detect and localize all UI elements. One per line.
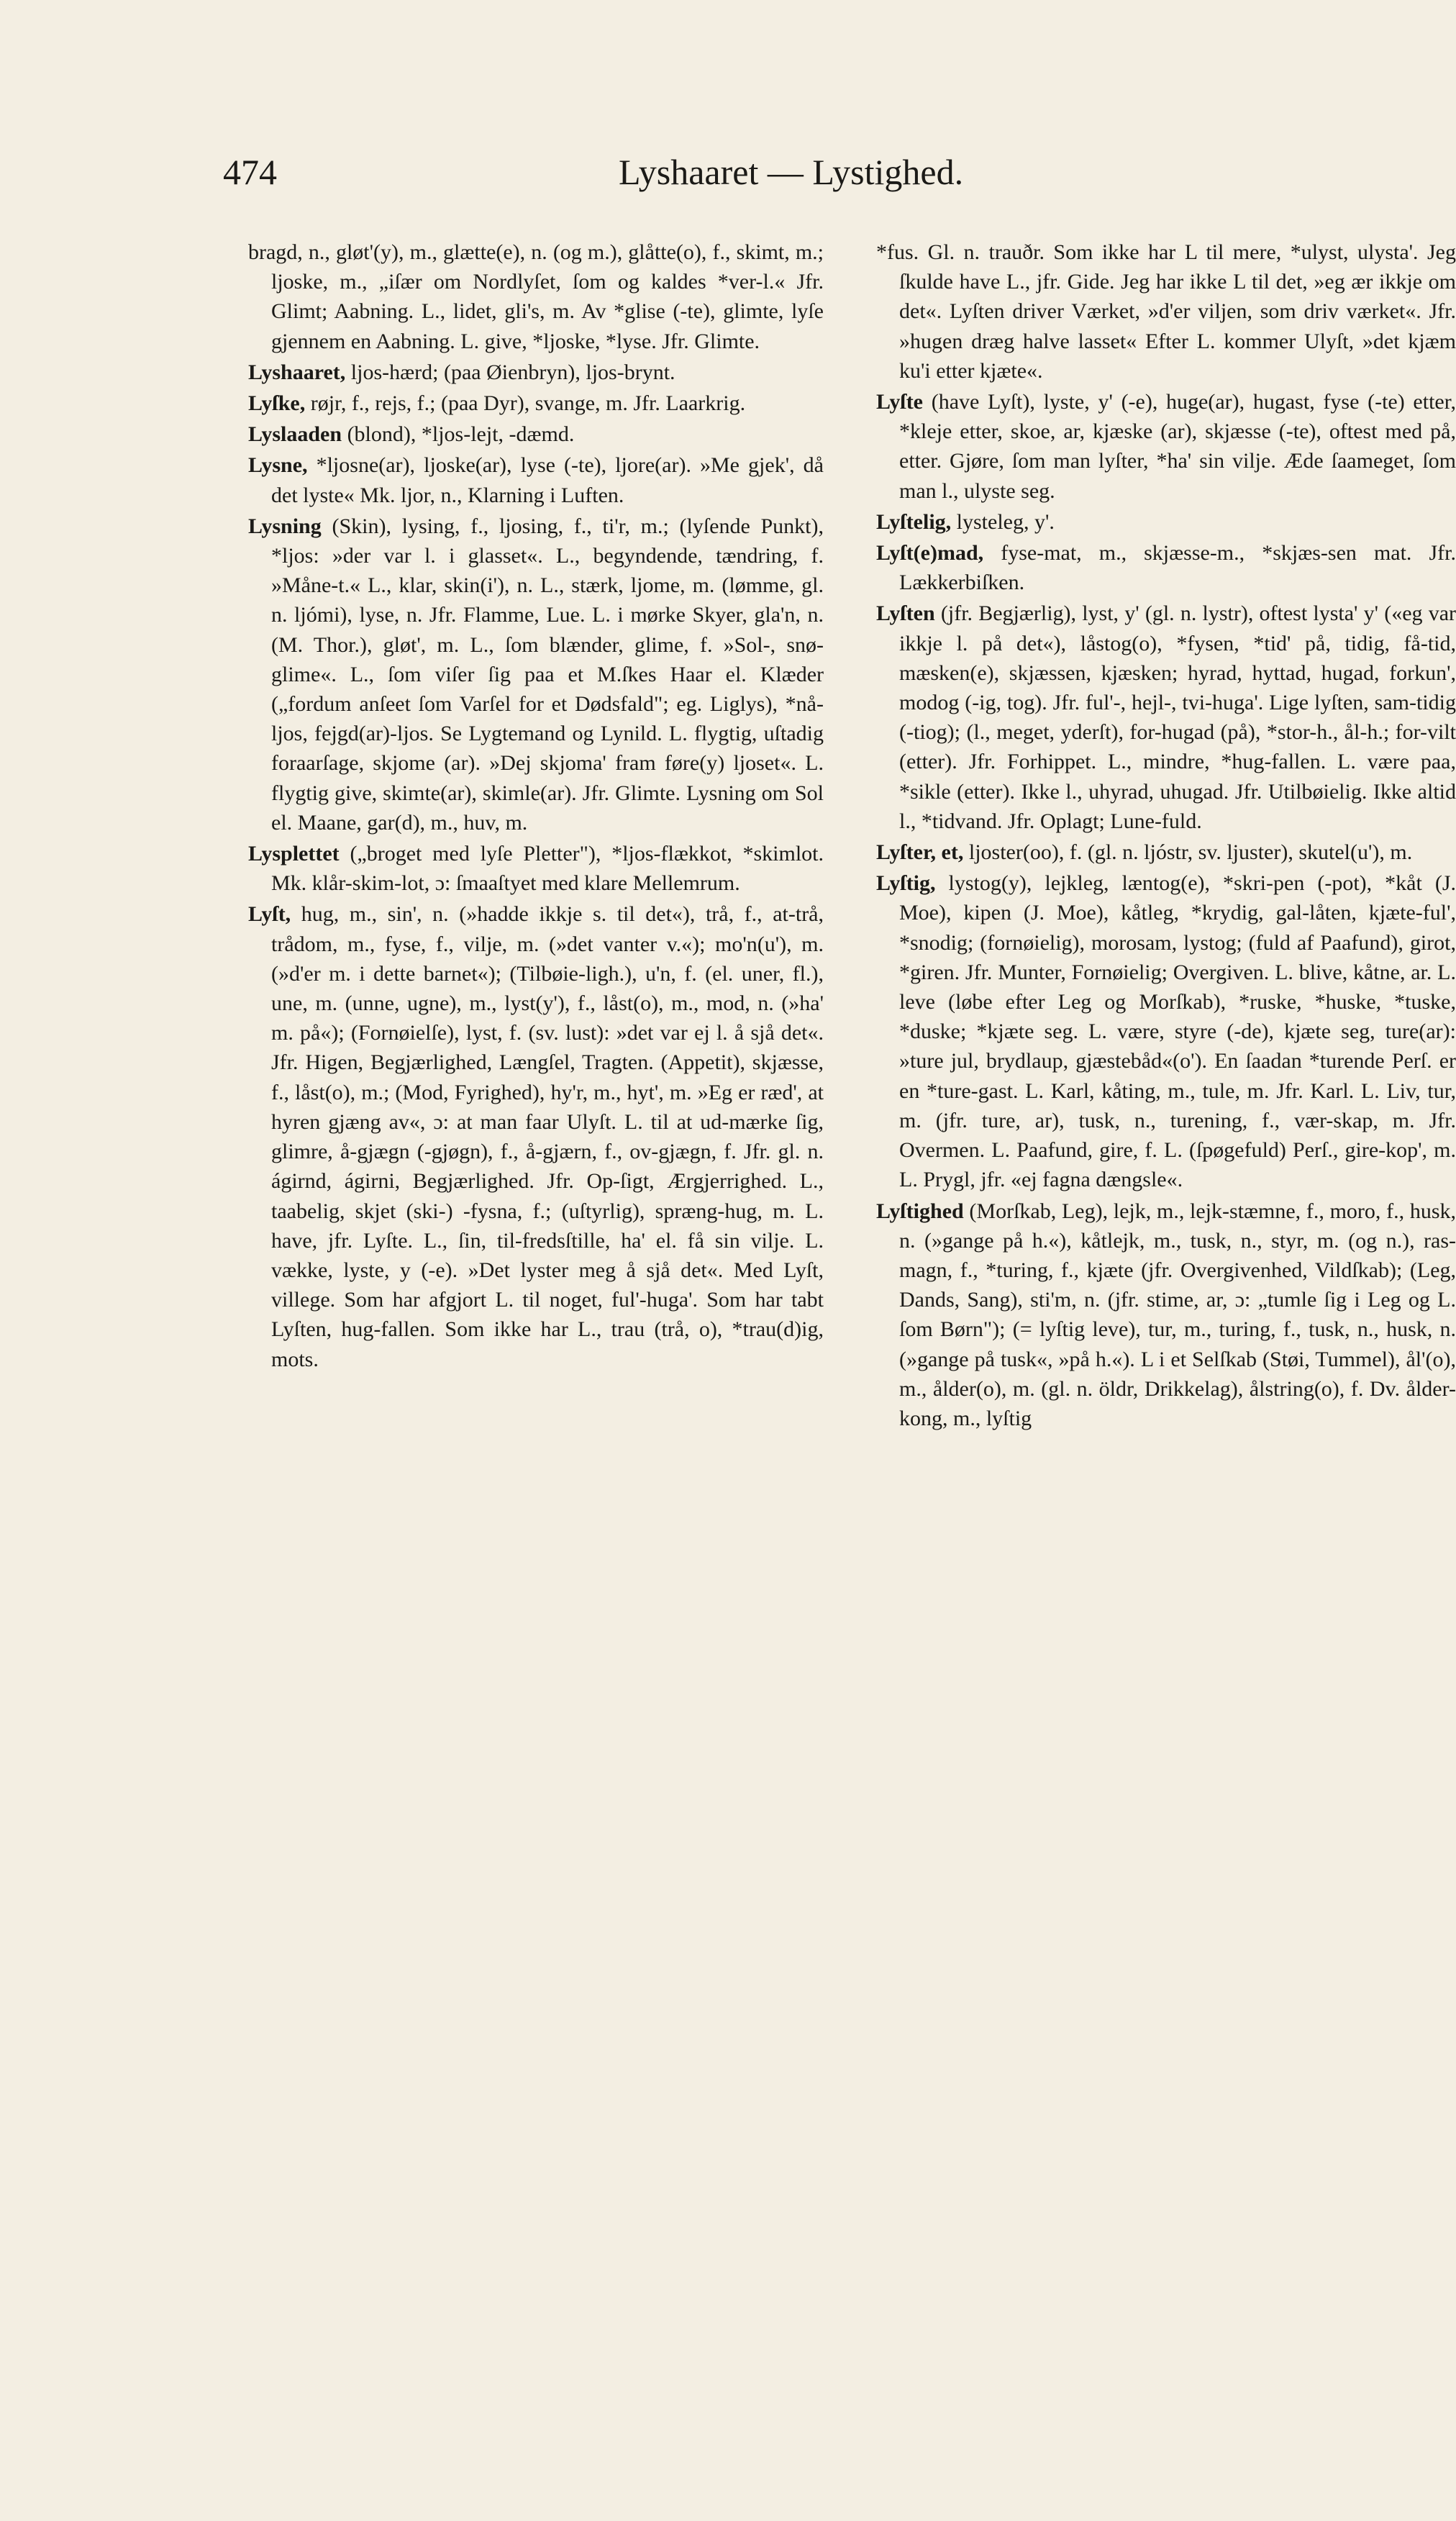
entry-headword: Lysne,	[248, 453, 308, 478]
entry-headword: Lyſter, et,	[876, 840, 964, 865]
entry-headword: Lyſte	[876, 390, 923, 414]
page-number: 474	[223, 152, 277, 192]
entry-headword: Lyſke,	[248, 391, 306, 416]
entry-text: lystog(y), lejkleg, læntog(e), *skri-pen (-pot), *kåt (J. Moe), kipen (J. Moe), kåtleg, *krydig, gal-låten, kjæte-ful', *snodig; (fornøielig), morosam, lystog; (fuld af Paafund), girot, *giren. Jfr. Munter, Fornøielig; Overgiven. L. blive, kåtne, ar. L. leve (løbe efter Leg og Morſkab), *ruske, *huske, *tuske, *duske; *kjæte seg. L. være, styre (-de), kjæte seg, ture(ar): »ture jul, brydlaup, gjæstebåd«(o'). En ſaadan *turende Perſ. er en *ture-gast. L. Karl, kåting, m., tule, m. Jfr. Karl. L. Liv, tur, m. (jfr. ture, ar), tusk, n., turening, f., vær-skap, m. Jfr. Overmen. L. Paafund, gire, f. L. (ſpøgefuld) Perſ., gire-kop', m. L. Prygl, jfr. «ej fagna dængsle«.	[899, 871, 1456, 1192]
entry-headword: Lyshaaret,	[248, 360, 346, 384]
entry-text: (blond), *ljos-lejt, -dæmd.	[347, 422, 575, 447]
entry-headword: Lyslaaden	[248, 422, 342, 447]
entry-text: bragd, n., gløt'(y), m., glætte(e), n. (og m.), glåtte(o), f., skimt, m.; ljoske, m., „iſær om Nordlyſet, ſom og kaldes *ver-l.« Jfr. Glimt; Aabning. L., lidet, gli's, m. Av *glise (-te), glimte, lyſe gjennem en Aabning. L. give, *ljoske, *lyse. Jfr. Glimte.	[248, 240, 824, 353]
entry-text: røjr, f., rejs, f.; (paa Dyr), svange, m. Jfr. Laarkrig.	[310, 391, 746, 416]
dictionary-entry	[248, 389, 824, 418]
left-column	[248, 237, 824, 1376]
dictionary-entry	[876, 868, 1456, 1194]
dictionary-entry	[248, 839, 824, 898]
entry-text: ljoster(oo), f. (gl. n. ljóstr, sv. ljuster), skutel(u'), m.	[968, 840, 1413, 865]
dictionary-entry	[248, 512, 824, 837]
dictionary-entry	[876, 237, 1456, 386]
entry-headword: Lyſtighed	[876, 1199, 964, 1223]
entry-text: („broget med lyſe Pletter"), *ljos-flækkot, *skimlot. Mk. klår-skim-lot, ɔ: ſmaaſtyet med klare Mellemrum.	[271, 842, 824, 896]
dictionary-entry	[876, 1196, 1456, 1434]
entry-headword: Lyſt(e)mad,	[876, 541, 984, 565]
entry-text: (have Lyſt), lyste, y' (-e), huge(ar), hugast, fyse (-te) etter, *kleje etter, skoe, ar, kjæske (ar), skjæsse (-te), oftest med på, etter. Gjøre, ſom man lyſter, *ha' sin vilje. Æde ſaameget, ſom man l., ulyste seg.	[899, 390, 1456, 503]
dictionary-entry	[876, 599, 1456, 836]
entry-headword: Lysning	[248, 514, 322, 538]
dictionary-entry	[876, 538, 1456, 597]
entry-text: *ljosne(ar), ljoske(ar), lyse (-te), ljore(ar). »Me gjek', då det lyste« Mk. ljor, n., Klarning i Luften.	[271, 453, 824, 507]
running-title: Lyshaaret — Lystighed.	[619, 152, 964, 192]
entry-headword: Lyſten	[876, 601, 935, 626]
entry-text: hug, m., sin', n. (»hadde ikkje s. til det«), trå, f., at-trå, trådom, m., fyse, f., vilje, m. (»det vanter v.«); mo'n(u'), m. (»d'er m. i dette barnet«); (Tilbøie-ligh.), u'n, f. (el. uner, fl.), une, m. (unne, ugne), m., lyst(y'), f., låst(o), m., mod, n. (»ha' m. på«); (Fornøielſe), lyst, f. (sv. lust): »det var ej l. å sjå det«. Jfr. Higen, Begjærlighed, Længſel, Tragten. (Appetit), skjæsse, f., låst(o), m.; (Mod, Fyrighed), hy'r, m., hyt', m. »Eg er ræd', at hyren gjæng av«, ɔ: at man faar Ulyſt. L. til at ud-mærke ſig, glimre, å-gjægn (-gjøgn), f., å-gjærn, f., ov-gjægn, f. Jfr. gl. n. ágirnd, ágirni, Begjærlighed. Jfr. Op-ſigt, Ærgjerrighed. L., taabelig, skjet (ski-) -fysna, f.; (uſtyrlig), spræng-hug, m. L. have, jfr. Lyſte. L., ſin, til-fredsſtille, ha' el. få sin vilje. L. vække, lyste, y (-e). »Det lyster meg å sjå det«. Med Lyſt, villege. Som har afgjort L. til noget, ful'-huga'. Som har tabt Lyſten, hug-fallen. Som ikke har L., trau (trå, o), *trau(d)ig, mots.	[271, 902, 824, 1371]
page-header	[223, 151, 1456, 201]
dictionary-entry	[248, 237, 824, 356]
dictionary-entry	[876, 507, 1456, 537]
entry-text: ljos-hærd; (paa Øienbryn), ljos-brynt.	[350, 360, 675, 384]
dictionary-entry	[248, 450, 824, 509]
entry-text: (jfr. Begjærlig), lyst, y' (gl. n. lystr), oftest lysta' y' («eg var ikkje l. på det«), låstog(o), *fysen, *tid' på, tidig, få-tid, mæsken(e), skjæssen, kjæsken; hyrad, hyttad, hugad, forkun', modog (-ig, tog). Jfr. ful'-, hejl-, tvi-huga'. Lige lyſten, sam-tidig (-tiog); (l., meget, yderſt), for-hugad (på), *stor-h., ål-h.; for-vilt (etter). Jfr. Forhippet. L., mindre, *hug-fallen. L. være paa, *sikle (etter). Ikke l., uhyrad, uhugad. Jfr. Utilbøielig. Ikke altid l., *tidvand. Jfr. Oplagt; Lune-fuld.	[899, 601, 1456, 833]
dictionary-entry	[876, 387, 1456, 506]
dictionary-entry	[248, 358, 824, 387]
dictionary-entry	[248, 899, 824, 1373]
entry-text: fyse-mat, m., skjæsse-m., *skjæs-sen mat. Jfr. Lækkerbiſken.	[899, 541, 1456, 595]
entry-headword: Lyſtig,	[876, 871, 936, 896]
entry-text: (Skin), lysing, f., ljosing, f., ti'r, m.; (lyſende Punkt), *ljos: »der var l. i glasset«. L., begyndende, tændring, f. »Måne-t.« L., klar, skin(i'), n. L., stærk, ljome, m. (lømme, gl. n. ljómi), lyse, n. Jfr. Flamme, Lue. L. i mørke Skyer, gla'n, n. (M. Thor.), gløt', m. L., ſom blænder, glime, f. »Sol-, snø-glime«. L., ſom viſer ſig paa et M.ſkes Haar el. Klæder („fordum anſeet ſom Varſel for et Dødsfald"; eg. Liglys), *nå-ljos, fejgd(ar)-ljos. Se Lygtemand og Lynild. L. flygtig, uſtadig foraarſage, skjome (ar). »Dej skjoma' fram føre(y) ljoset«. L. flygtig give, skimte(ar), skimle(ar). Jfr. Glimte. Lysning om Sol el. Maane, gar(d), m., huv, m.	[271, 514, 824, 835]
entry-headword: Lyſt,	[248, 902, 291, 927]
entry-text: (Morſkab, Leg), lejk, m., lejk-stæmne, f., moro, f., husk, n. (»gange på h.«), kåtlejk, m., tusk, n., styr, m. (og n.), ras-magn, f., *turing, f., kjæte (jfr. Overgivenhed, Vildſkab); (Leg, Dands, Sang), sti'm, n. (jfr. stime, ar, ɔ: „tumle ſig i Leg og L. ſom Børn"); (= lyſtig leve), tur, m., turing, f., tusk, n., husk, n. (»gange på tusk«, »på h.«). L i et Selſkab (Støi, Tummel), ål'(o), m., ålder(o), m. (gl. n. öldr, Drikkelag), ålstring(o), f. Dv. ålder-kong, m., lyſtig	[899, 1199, 1456, 1430]
entry-headword: Lyſtelig,	[876, 509, 952, 534]
entry-text: lysteleg, y'.	[956, 509, 1055, 534]
dictionary-entry	[248, 419, 824, 449]
dictionary-entry	[876, 837, 1456, 867]
right-column	[876, 237, 1456, 1435]
entry-text: *fus. Gl. n. trauðr. Som ikke har L til mere, *ulyst, ulysta'. Jeg ſkulde have L., jfr. Gide. Jeg har ikke L til det, »eg ær ikkje om det«. Lyſten driver Værket, »d'er viljen, som driv værket«. Jfr. »hugen dræg halve lasset« Efter L. kommer Ulyſt, »det kjæm ku'i etter kjæte«.	[876, 240, 1456, 383]
entry-headword: Lysplettet	[248, 842, 340, 866]
